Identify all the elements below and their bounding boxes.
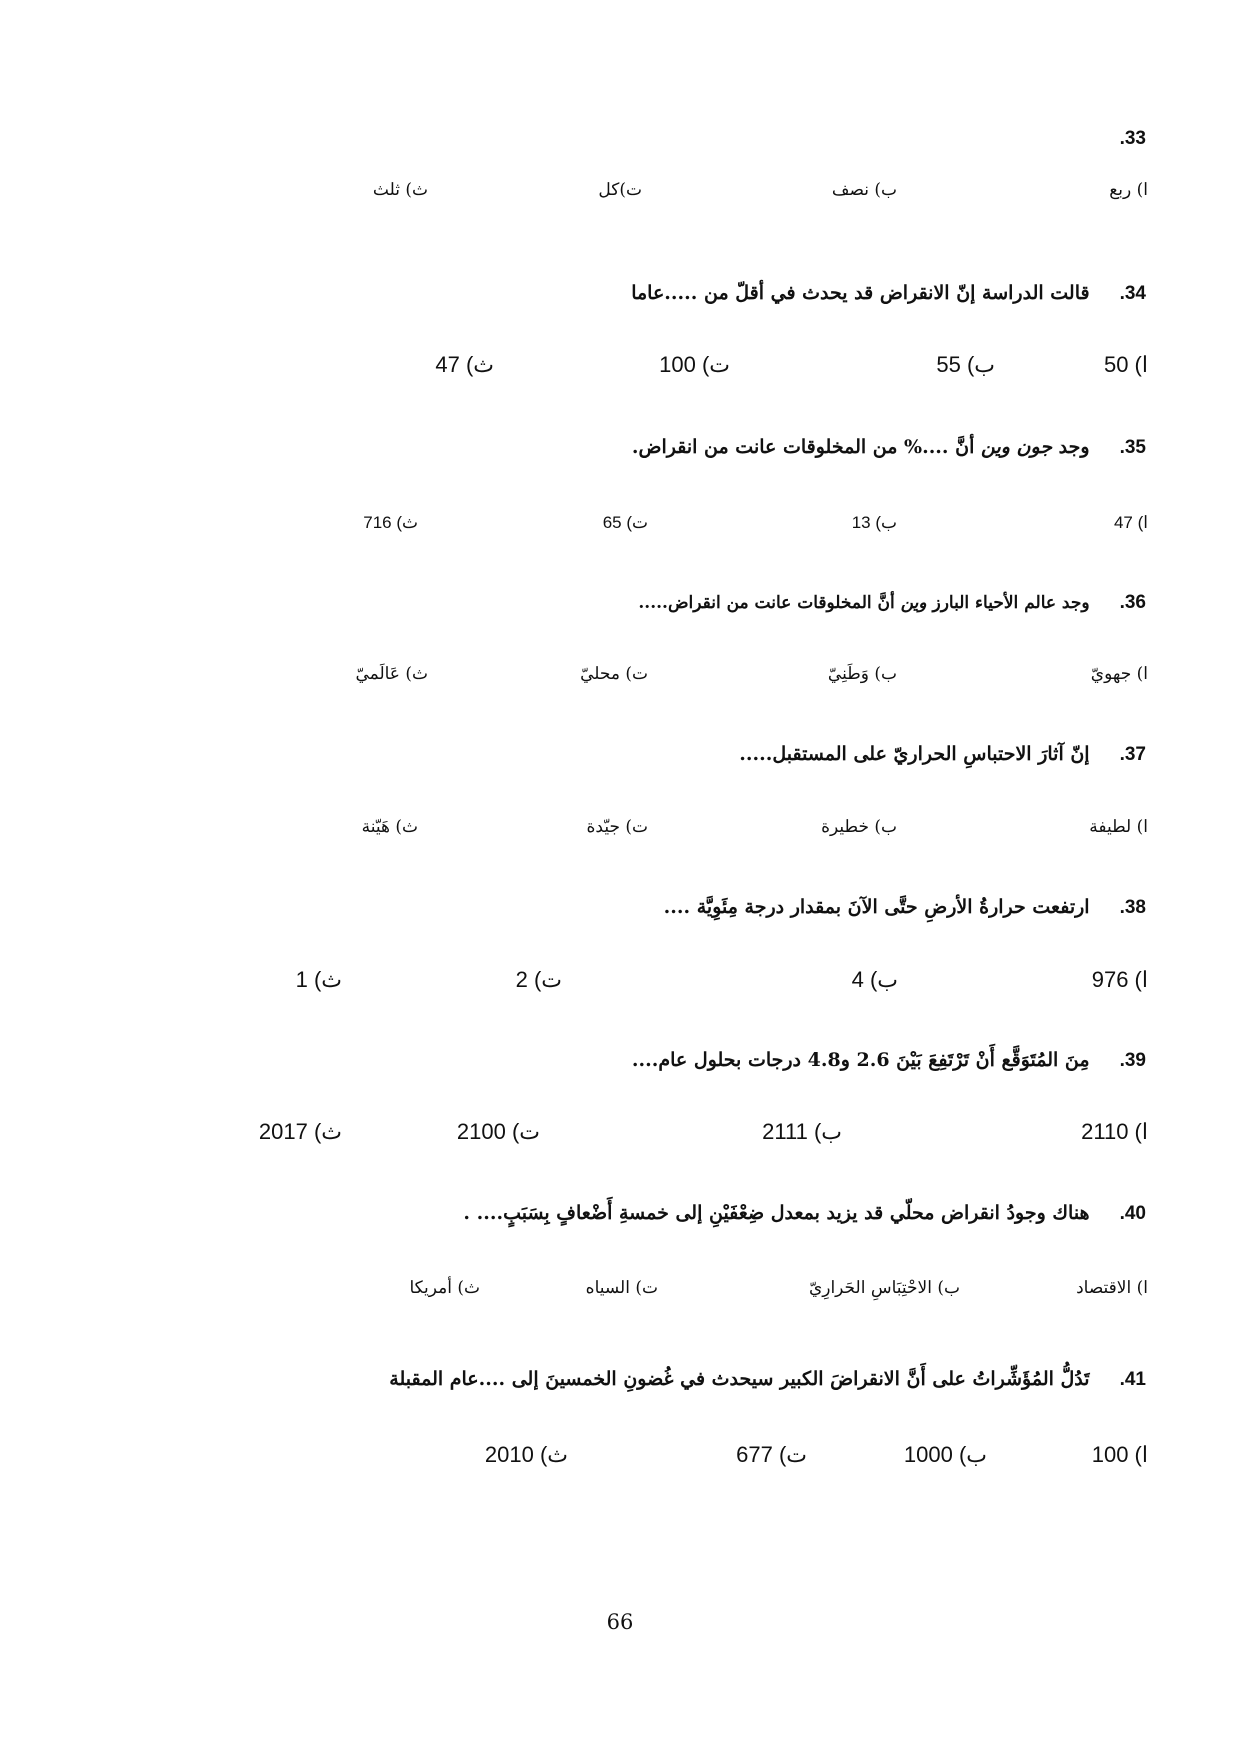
option-t: ت) 65 bbox=[602, 513, 648, 532]
question-text: ارتفعت حرارةُ الأرضِ حتَّى الآنَ بمقدار درجة مِئَوِيَّة .... bbox=[663, 896, 1090, 918]
option-b: ب) 4 bbox=[851, 967, 898, 992]
option-b: ب) 1000 bbox=[903, 1442, 987, 1467]
option-th: ث) أمريكا bbox=[409, 1278, 480, 1298]
question-38 bbox=[664, 896, 1146, 919]
question-text-italic: وين bbox=[900, 593, 927, 613]
question-text: قالت الدراسة إنّ الانقراض قد يحدث في أقلّ من .....عاما bbox=[631, 282, 1090, 304]
option-th: ث) 1 bbox=[295, 967, 342, 992]
question-text-part: أنَّ ....% من المخلوقات عانت من انقراض. bbox=[631, 436, 981, 458]
question-text-part: وجد bbox=[1052, 436, 1090, 458]
option-t: ت) 100 bbox=[659, 352, 730, 377]
option-th: ث) 2010 bbox=[484, 1442, 568, 1467]
question-text-part: وجد عالم الأحياء البارز bbox=[926, 593, 1090, 613]
question-37-options bbox=[0, 817, 1240, 857]
question-40-options bbox=[0, 1278, 1240, 1318]
option-th: ث) هَيّنة bbox=[361, 817, 418, 837]
option-a: ا) ربع bbox=[1109, 180, 1148, 200]
question-text: تَدُلُّ المُؤَشِّراتُ على أَنَّ الانقراضَ الكبير سيحدث في غُضونِ الخمسينَ إلى ....عام المقبلة bbox=[389, 1368, 1090, 1390]
option-a: ا) 100 bbox=[1091, 1442, 1148, 1467]
question-35 bbox=[632, 436, 1146, 459]
question-text-italic: جون وين bbox=[981, 436, 1053, 458]
question-text: هناك وجودُ انقراض محلّي قد يزيد بمعدل ضِعْفَيْنِ إلى خمسةِ أَضْعافٍ بِسَبَبٍ.... . bbox=[463, 1202, 1090, 1224]
option-b: ب) وَطَنِيّ bbox=[827, 664, 897, 684]
question-39-options bbox=[0, 1119, 1240, 1159]
question-number: .34 bbox=[1119, 283, 1146, 304]
option-th: ث) 2017 bbox=[258, 1119, 342, 1144]
question-38-options bbox=[0, 967, 1240, 1007]
question-text: إنّ آثارَ الاحتباسِ الحراريّ على المستقبل..... bbox=[739, 743, 1090, 765]
question-37 bbox=[739, 743, 1146, 766]
page-number: 66 bbox=[606, 1610, 634, 1634]
question-33-number: .33 bbox=[1119, 128, 1146, 149]
option-a: ا) جهويّ bbox=[1090, 664, 1148, 684]
option-b: ب) خطيرة bbox=[821, 817, 897, 837]
option-b: ب) نصف bbox=[831, 180, 897, 200]
question-text bbox=[638, 593, 1089, 613]
option-a: ا) 50 bbox=[1103, 352, 1148, 377]
question-number: .37 bbox=[1119, 744, 1146, 765]
question-number: .39 bbox=[1119, 1050, 1146, 1071]
option-th: ث) عَالَميّ bbox=[355, 664, 428, 684]
option-a: ا) 2110 bbox=[1081, 1119, 1148, 1144]
question-39 bbox=[632, 1049, 1146, 1072]
question-40 bbox=[463, 1202, 1146, 1225]
question-36 bbox=[638, 591, 1146, 614]
option-th: ث) ثلث bbox=[372, 180, 428, 200]
option-a: ا) لطيفة bbox=[1089, 817, 1148, 837]
question-41 bbox=[389, 1368, 1146, 1391]
question-number: .35 bbox=[1119, 437, 1146, 458]
option-a: ا) 47 bbox=[1113, 513, 1148, 532]
option-t: ت) محليّ bbox=[580, 664, 648, 684]
question-text: مِنَ المُتَوَقَّع أَنْ تَرْتَفِعَ بَيْنَ 2.6 و4.8 درجات بحلول عام.... bbox=[631, 1049, 1090, 1071]
question-35-options bbox=[0, 513, 1240, 553]
option-b: ب) 13 bbox=[851, 513, 897, 532]
option-t: ت) جيّدة bbox=[586, 817, 648, 837]
option-a: ا) الاقتصاد bbox=[1076, 1278, 1148, 1298]
option-t: ت) 677 bbox=[736, 1442, 807, 1467]
question-33-options bbox=[0, 180, 1240, 220]
question-number: .38 bbox=[1119, 897, 1146, 918]
option-t: ت) السياه bbox=[585, 1278, 658, 1298]
option-t: ت) 2 bbox=[515, 967, 562, 992]
option-b: ب) الاحْتِبَاسِ الحَرارِيّ bbox=[808, 1278, 960, 1298]
question-number: .41 bbox=[1119, 1369, 1146, 1390]
question-text bbox=[632, 436, 1090, 458]
question-36-options bbox=[0, 664, 1240, 704]
question-41-options bbox=[0, 1442, 1240, 1482]
question-text-part: أنَّ المخلوقات عانت من انقراض..... bbox=[638, 593, 901, 613]
question-34 bbox=[631, 282, 1146, 305]
option-t: ت) 2100 bbox=[456, 1119, 540, 1144]
option-th: ث) 47 bbox=[435, 352, 494, 377]
question-34-options bbox=[0, 352, 1240, 392]
question-number: .40 bbox=[1119, 1203, 1146, 1224]
option-b: ب) 55 bbox=[936, 352, 995, 377]
option-th: ث) 716 bbox=[363, 513, 418, 532]
option-a: ا) 976 bbox=[1091, 967, 1148, 992]
option-b: ب) 2111 bbox=[762, 1119, 842, 1144]
question-number: .36 bbox=[1119, 592, 1146, 613]
option-t: ت)كل bbox=[598, 180, 642, 200]
